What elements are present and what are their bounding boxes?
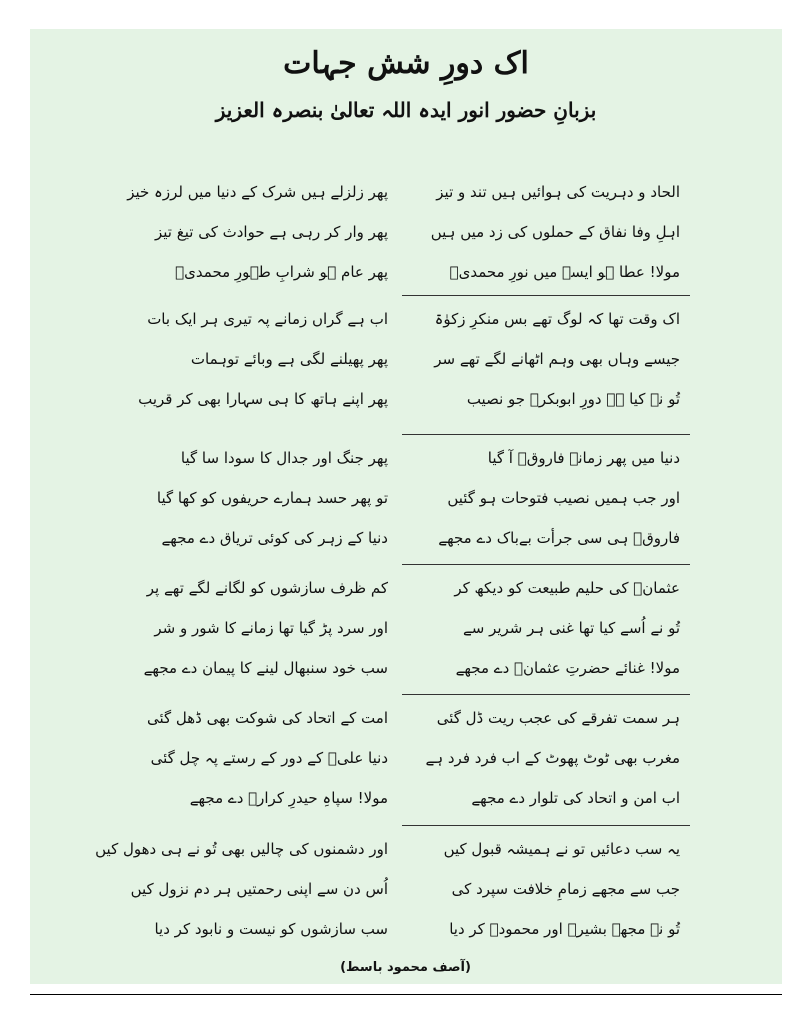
first-hemistich: تُو نے اُسے کیا تھا غنی ہر شریر سے [462, 619, 680, 637]
stanza-separator [402, 434, 690, 435]
first-hemistich: تُو نے مجھے بشیرؓ اور محمودؓ کر دیا [449, 920, 680, 938]
first-hemistich: فاروقؓ ہی سی جرأت بےباک دے مجھے [438, 529, 680, 547]
verse-row [127, 178, 680, 222]
verse-row [140, 915, 680, 959]
first-hemistich: مولا! غنائے حضرتِ عثمانؓ دے مجھے [455, 659, 680, 677]
first-hemistich: اب امن و اتحاد کی تلوار دے مجھے [471, 789, 680, 807]
second-hemistich: دنیا کے زہر کی کوئی تریاق دے مجھے [161, 529, 388, 547]
first-hemistich: جب سے مجھے زمامِ خلافت سپرد کی [451, 880, 680, 898]
stanza-separator [402, 564, 690, 565]
second-hemistich: اُس دن سے اپنی رحمتیں ہر دم نزول کیں [130, 880, 388, 898]
verse-row [140, 484, 680, 528]
first-hemistich: تُو نے کیا ہے دورِ ابوبکرؓ جو نصیب [466, 390, 680, 408]
first-hemistich: اہلِ وفا نفاق کے حملوں کی زد میں ہیں [430, 223, 680, 241]
verse-row [140, 784, 680, 828]
first-hemistich: مغرب بھی ٹوٹ پھوٹ کے اب فرد فرد ہے [425, 749, 680, 767]
verse-row [140, 524, 680, 568]
second-hemistich: امت کے اتحاد کی شوکت بھی ڈھل گئی [146, 709, 388, 727]
verse-row [130, 875, 680, 919]
verse-row [140, 444, 680, 488]
verse-row [95, 835, 680, 879]
first-hemistich: عثمانؓ کی حلیم طبیعت کو دیکھ کر [454, 579, 680, 597]
second-hemistich: سب خود سنبھال لینے کا پیمان دے مجھے [143, 659, 388, 677]
verse-row [140, 704, 680, 748]
poem-title: اک دورِ شش جہات [283, 46, 529, 81]
verse-row [140, 345, 680, 389]
stanza-separator [402, 825, 690, 826]
first-hemistich: الحاد و دہریت کی ہوائیں ہیں تند و تیز [436, 183, 680, 201]
second-hemistich: اور دشمنوں کی چالیں بھی تُو نے ہی دھول کیں [95, 840, 388, 858]
bottom-rule [30, 994, 782, 995]
verse-row [140, 744, 680, 788]
first-hemistich: مولا! عطا ہو ایسے میں نورِ محمدیؐ [449, 263, 680, 281]
poet-name: (آصف محمود باسط) [340, 960, 471, 975]
verse-row [140, 385, 680, 429]
second-hemistich: اور سرد پڑ گیا تھا زمانے کا شور و شر [154, 619, 388, 637]
second-hemistich: پھر وار کر رہی ہے حوادث کی تیغ تیز [155, 223, 388, 241]
second-hemistich: دنیا علیؓ کے دور کے رستے پہ چل گئی [150, 749, 388, 767]
second-hemistich: کم ظرف سازشوں کو لگانے لگے تھے پر [146, 579, 388, 597]
stanza-separator [402, 295, 690, 296]
first-hemistich: یہ سب دعائیں تو نے ہمیشہ قبول کیں [443, 840, 680, 858]
verse-row [140, 614, 680, 658]
second-hemistich: پھر عام ہو شرابِ طہورِ محمدیؐ [175, 263, 388, 281]
second-hemistich: سب سازشوں کو نیست و نابود کر دیا [154, 920, 388, 938]
first-hemistich: اک وقت تھا کہ لوگ تھے بس منکرِ زکوٰۃ [434, 310, 680, 328]
poem-subtitle: بزبانِ حضور انور ایدہ اللہ تعالیٰ بنصرہ العزیز [215, 98, 597, 122]
verse-row [140, 218, 680, 262]
stanza-separator [402, 694, 690, 695]
verse-row [140, 574, 680, 618]
second-hemistich: اب ہے گراں زمانے پہ تیری ہر ایک بات [147, 310, 388, 328]
second-hemistich: پھر زلزلے ہیں شرک کے دنیا میں لرزہ خیز [127, 183, 388, 201]
first-hemistich: جیسے وہاں بھی وہم اٹھانے لگے تھے سر [434, 350, 680, 368]
first-hemistich: ہر سمت تفرقے کی عجب ریت ڈل گئی [436, 709, 680, 727]
second-hemistich: پھر پھیلنے لگی ہے وبائے توہمات [190, 350, 388, 368]
first-hemistich: اور جب ہمیں نصیب فتوحات ہو گئیں [447, 489, 680, 507]
second-hemistich: مولا! سپاہِ حیدرِ کرارؓ دے مجھے [189, 789, 388, 807]
verse-row [140, 305, 680, 349]
first-hemistich: دنیا میں پھر زمانۂ فاروقؓ آ گیا [487, 449, 680, 467]
second-hemistich: پھر جنگ اور جدال کا سودا سا گیا [180, 449, 388, 467]
verse-row [140, 654, 680, 698]
second-hemistich: تو پھر حسد ہمارے حریفوں کو کھا گیا [156, 489, 388, 507]
second-hemistich: پھر اپنے ہاتھ کا ہی سہارا بھی کر قریب [138, 390, 388, 408]
